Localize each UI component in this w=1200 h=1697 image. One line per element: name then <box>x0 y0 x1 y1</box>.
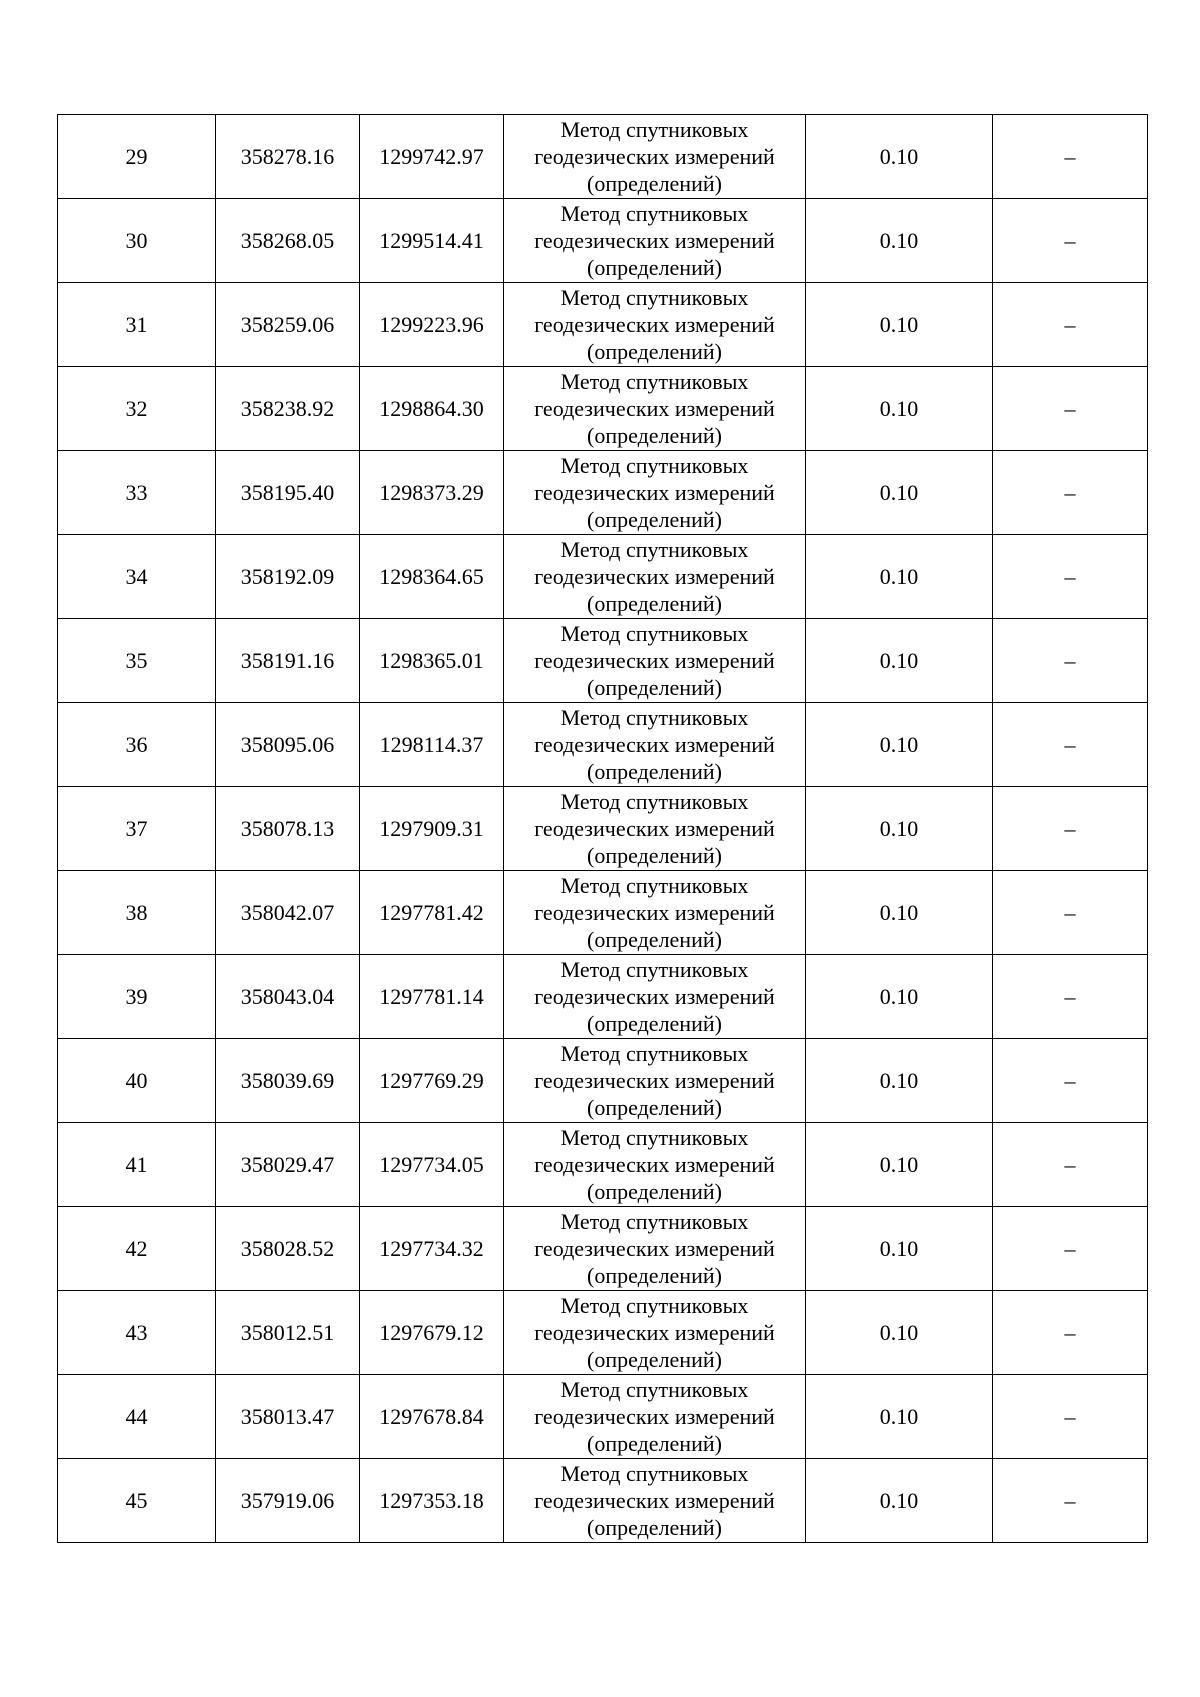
method-line: геодезических измерений <box>534 312 775 337</box>
method-line: геодезических измерений <box>534 648 775 673</box>
precision-cell: 0.10 <box>806 1291 993 1375</box>
point-number-cell: 32 <box>58 367 216 451</box>
method-line: (определений) <box>587 1347 722 1372</box>
method-line: Метод спутниковых <box>560 789 749 814</box>
table-row <box>58 451 1148 535</box>
point-number-cell: 33 <box>58 451 216 535</box>
method-line: Метод спутниковых <box>560 369 749 394</box>
table-row <box>58 1291 1148 1375</box>
note-cell: – <box>993 1123 1148 1207</box>
method-line: геодезических измерений <box>534 1068 775 1093</box>
y-coordinate-cell: 1298365.01 <box>360 619 504 703</box>
note-cell: – <box>993 1291 1148 1375</box>
precision-cell: 0.10 <box>806 283 993 367</box>
method-line: Метод спутниковых <box>560 117 749 142</box>
point-number-cell: 31 <box>58 283 216 367</box>
x-coordinate-cell: 358042.07 <box>216 871 360 955</box>
y-coordinate-cell: 1297781.14 <box>360 955 504 1039</box>
method-line: Метод спутниковых <box>560 1377 749 1402</box>
precision-cell: 0.10 <box>806 871 993 955</box>
method-line: геодезических измерений <box>534 144 775 169</box>
precision-cell: 0.10 <box>806 1039 993 1123</box>
precision-cell: 0.10 <box>806 619 993 703</box>
table-row <box>58 283 1148 367</box>
note-cell: – <box>993 199 1148 283</box>
note-cell: – <box>993 1039 1148 1123</box>
table-row <box>58 367 1148 451</box>
method-cell <box>504 367 806 451</box>
method-line: Метод спутниковых <box>560 537 749 562</box>
point-number-cell: 44 <box>58 1375 216 1459</box>
y-coordinate-cell: 1297678.84 <box>360 1375 504 1459</box>
method-cell <box>504 535 806 619</box>
method-line: геодезических измерений <box>534 1152 775 1177</box>
y-coordinate-cell: 1297353.18 <box>360 1459 504 1543</box>
table-row <box>58 703 1148 787</box>
point-number-cell: 40 <box>58 1039 216 1123</box>
y-coordinate-cell: 1297909.31 <box>360 787 504 871</box>
y-coordinate-cell: 1299514.41 <box>360 199 504 283</box>
method-cell <box>504 199 806 283</box>
note-cell: – <box>993 787 1148 871</box>
method-cell <box>504 1039 806 1123</box>
method-line: Метод спутниковых <box>560 873 749 898</box>
precision-cell: 0.10 <box>806 955 993 1039</box>
precision-cell: 0.10 <box>806 115 993 199</box>
x-coordinate-cell: 358192.09 <box>216 535 360 619</box>
method-line: (определений) <box>587 423 722 448</box>
point-number-cell: 45 <box>58 1459 216 1543</box>
point-number-cell: 39 <box>58 955 216 1039</box>
x-coordinate-cell: 358039.69 <box>216 1039 360 1123</box>
method-cell <box>504 283 806 367</box>
method-cell <box>504 619 806 703</box>
method-line: геодезических измерений <box>534 1404 775 1429</box>
method-cell <box>504 703 806 787</box>
method-cell <box>504 115 806 199</box>
x-coordinate-cell: 358191.16 <box>216 619 360 703</box>
method-cell <box>504 1207 806 1291</box>
point-number-cell: 42 <box>58 1207 216 1291</box>
method-line: (определений) <box>587 1515 722 1540</box>
note-cell: – <box>993 535 1148 619</box>
note-cell: – <box>993 955 1148 1039</box>
table-row <box>58 199 1148 283</box>
coordinates-table-body <box>58 115 1148 1543</box>
method-line: Метод спутниковых <box>560 285 749 310</box>
table-row <box>58 1207 1148 1291</box>
method-line: Метод спутниковых <box>560 957 749 982</box>
point-number-cell: 35 <box>58 619 216 703</box>
method-line: (определений) <box>587 1263 722 1288</box>
y-coordinate-cell: 1298364.65 <box>360 535 504 619</box>
method-line: (определений) <box>587 675 722 700</box>
method-line: (определений) <box>587 1431 722 1456</box>
x-coordinate-cell: 358195.40 <box>216 451 360 535</box>
note-cell: – <box>993 115 1148 199</box>
method-cell <box>504 451 806 535</box>
method-line: (определений) <box>587 507 722 532</box>
method-cell <box>504 955 806 1039</box>
x-coordinate-cell: 358013.47 <box>216 1375 360 1459</box>
note-cell: – <box>993 367 1148 451</box>
y-coordinate-cell: 1297679.12 <box>360 1291 504 1375</box>
y-coordinate-cell: 1299742.97 <box>360 115 504 199</box>
coordinates-table <box>57 114 1148 1543</box>
table-row <box>58 1459 1148 1543</box>
y-coordinate-cell: 1297769.29 <box>360 1039 504 1123</box>
table-row <box>58 955 1148 1039</box>
method-line: Метод спутниковых <box>560 201 749 226</box>
table-row <box>58 1123 1148 1207</box>
point-number-cell: 41 <box>58 1123 216 1207</box>
precision-cell: 0.10 <box>806 1459 993 1543</box>
method-cell <box>504 871 806 955</box>
x-coordinate-cell: 358028.52 <box>216 1207 360 1291</box>
method-line: геодезических измерений <box>534 1320 775 1345</box>
point-number-cell: 43 <box>58 1291 216 1375</box>
x-coordinate-cell: 358259.06 <box>216 283 360 367</box>
precision-cell: 0.10 <box>806 535 993 619</box>
method-line: (определений) <box>587 1179 722 1204</box>
method-cell <box>504 787 806 871</box>
y-coordinate-cell: 1298114.37 <box>360 703 504 787</box>
method-cell <box>504 1291 806 1375</box>
note-cell: – <box>993 451 1148 535</box>
method-line: геодезических измерений <box>534 1488 775 1513</box>
method-line: Метод спутниковых <box>560 705 749 730</box>
precision-cell: 0.10 <box>806 787 993 871</box>
method-cell <box>504 1459 806 1543</box>
method-line: Метод спутниковых <box>560 1461 749 1486</box>
precision-cell: 0.10 <box>806 367 993 451</box>
y-coordinate-cell: 1298373.29 <box>360 451 504 535</box>
y-coordinate-cell: 1298864.30 <box>360 367 504 451</box>
method-line: (определений) <box>587 255 722 280</box>
method-line: Метод спутниковых <box>560 1041 749 1066</box>
method-line: (определений) <box>587 1011 722 1036</box>
x-coordinate-cell: 358078.13 <box>216 787 360 871</box>
table-row <box>58 619 1148 703</box>
method-line: геодезических измерений <box>534 816 775 841</box>
method-line: геодезических измерений <box>534 228 775 253</box>
method-line: Метод спутниковых <box>560 1293 749 1318</box>
method-line: (определений) <box>587 591 722 616</box>
method-line: (определений) <box>587 927 722 952</box>
precision-cell: 0.10 <box>806 451 993 535</box>
note-cell: – <box>993 871 1148 955</box>
note-cell: – <box>993 1375 1148 1459</box>
method-cell <box>504 1123 806 1207</box>
method-line: (определений) <box>587 759 722 784</box>
point-number-cell: 29 <box>58 115 216 199</box>
note-cell: – <box>993 1459 1148 1543</box>
precision-cell: 0.10 <box>806 1123 993 1207</box>
precision-cell: 0.10 <box>806 199 993 283</box>
method-line: геодезических измерений <box>534 1236 775 1261</box>
point-number-cell: 34 <box>58 535 216 619</box>
method-line: геодезических измерений <box>534 732 775 757</box>
y-coordinate-cell: 1297734.05 <box>360 1123 504 1207</box>
table-row <box>58 871 1148 955</box>
table-row <box>58 535 1148 619</box>
method-line: Метод спутниковых <box>560 1209 749 1234</box>
method-line: (определений) <box>587 171 722 196</box>
method-line: геодезических измерений <box>534 900 775 925</box>
x-coordinate-cell: 358268.05 <box>216 199 360 283</box>
point-number-cell: 38 <box>58 871 216 955</box>
y-coordinate-cell: 1297781.42 <box>360 871 504 955</box>
method-line: геодезических измерений <box>534 396 775 421</box>
method-line: Метод спутниковых <box>560 453 749 478</box>
note-cell: – <box>993 1207 1148 1291</box>
precision-cell: 0.10 <box>806 703 993 787</box>
x-coordinate-cell: 358238.92 <box>216 367 360 451</box>
method-line: геодезических измерений <box>534 564 775 589</box>
precision-cell: 0.10 <box>806 1375 993 1459</box>
x-coordinate-cell: 358278.16 <box>216 115 360 199</box>
table-row <box>58 115 1148 199</box>
precision-cell: 0.10 <box>806 1207 993 1291</box>
y-coordinate-cell: 1299223.96 <box>360 283 504 367</box>
method-cell <box>504 1375 806 1459</box>
note-cell: – <box>993 283 1148 367</box>
note-cell: – <box>993 703 1148 787</box>
method-line: геодезических измерений <box>534 480 775 505</box>
point-number-cell: 37 <box>58 787 216 871</box>
x-coordinate-cell: 358012.51 <box>216 1291 360 1375</box>
method-line: геодезических измерений <box>534 984 775 1009</box>
point-number-cell: 36 <box>58 703 216 787</box>
x-coordinate-cell: 358095.06 <box>216 703 360 787</box>
table-row <box>58 1039 1148 1123</box>
x-coordinate-cell: 358043.04 <box>216 955 360 1039</box>
method-line: Метод спутниковых <box>560 621 749 646</box>
method-line: (определений) <box>587 339 722 364</box>
x-coordinate-cell: 357919.06 <box>216 1459 360 1543</box>
note-cell: – <box>993 619 1148 703</box>
point-number-cell: 30 <box>58 199 216 283</box>
method-line: (определений) <box>587 1095 722 1120</box>
method-line: Метод спутниковых <box>560 1125 749 1150</box>
method-line: (определений) <box>587 843 722 868</box>
x-coordinate-cell: 358029.47 <box>216 1123 360 1207</box>
table-row <box>58 1375 1148 1459</box>
y-coordinate-cell: 1297734.32 <box>360 1207 504 1291</box>
table-row <box>58 787 1148 871</box>
